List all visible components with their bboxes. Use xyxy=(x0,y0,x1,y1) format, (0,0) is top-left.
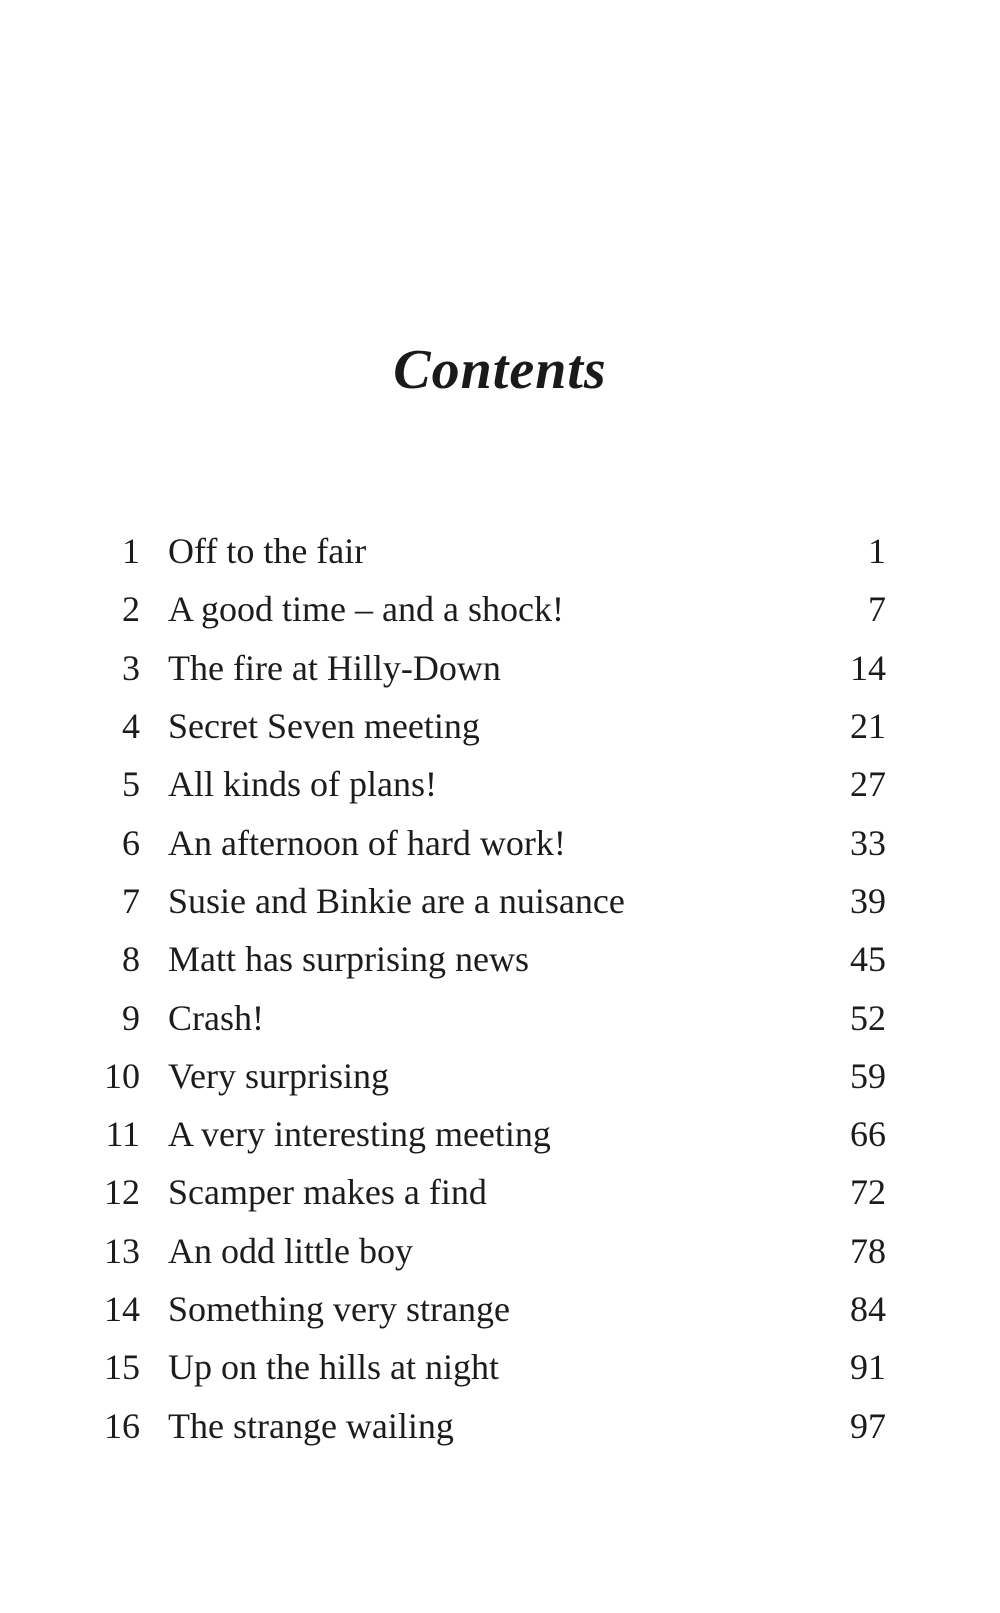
chapter-number: 4 xyxy=(122,706,140,747)
chapter-page: 52 xyxy=(850,997,886,1038)
chapter-page: 45 xyxy=(850,939,886,980)
toc-entry xyxy=(96,930,886,988)
toc-entry xyxy=(96,1396,886,1454)
chapter-number: 15 xyxy=(104,1347,140,1388)
chapter-number: 7 xyxy=(122,880,140,921)
toc-entry xyxy=(96,1163,886,1221)
chapter-page: 1 xyxy=(868,531,886,572)
toc-entry xyxy=(96,1222,886,1280)
chapter-title: Matt has surprising news xyxy=(168,939,529,980)
chapter-title: An odd little boy xyxy=(168,1230,413,1271)
chapter-number: 2 xyxy=(122,589,140,630)
chapter-title: Something very strange xyxy=(168,1289,510,1329)
table-of-contents xyxy=(96,522,886,1455)
chapter-title: Susie and Binkie are a nuisance xyxy=(168,880,625,921)
chapter-number: 13 xyxy=(104,1230,140,1271)
chapter-number: 6 xyxy=(122,822,140,863)
toc-entry xyxy=(96,697,886,755)
chapter-page: 97 xyxy=(850,1405,886,1446)
chapter-page: 72 xyxy=(850,1172,886,1213)
chapter-title: The strange wailing xyxy=(168,1405,454,1446)
chapter-number: 1 xyxy=(122,531,140,572)
toc-entry xyxy=(96,872,886,930)
chapter-number: 9 xyxy=(122,997,140,1038)
toc-entry xyxy=(96,522,886,580)
chapter-number: 12 xyxy=(104,1172,140,1213)
chapter-page: 59 xyxy=(850,1055,886,1096)
chapter-number: 3 xyxy=(122,647,140,688)
chapter-page: 66 xyxy=(850,1114,886,1155)
chapter-page: 39 xyxy=(850,880,886,921)
chapter-page: 21 xyxy=(850,706,886,747)
chapter-page: 7 xyxy=(868,589,886,630)
chapter-title: Up on the hills at night xyxy=(168,1347,499,1388)
chapter-title: The fire at Hilly-Down xyxy=(168,647,501,688)
toc-entry xyxy=(96,1105,886,1163)
toc-entry xyxy=(96,988,886,1046)
toc-entry xyxy=(96,755,886,813)
chapter-page: 33 xyxy=(850,822,886,863)
chapter-title: Very surprising xyxy=(168,1055,389,1096)
chapter-page: 14 xyxy=(850,647,886,688)
chapter-page: 78 xyxy=(850,1230,886,1271)
chapter-title: Secret Seven meeting xyxy=(168,706,480,747)
chapter-title: An afternoon of hard work! xyxy=(168,822,566,863)
chapter-number: 16 xyxy=(104,1405,140,1446)
chapter-page: 91 xyxy=(850,1347,886,1388)
toc-entry xyxy=(96,580,886,638)
toc-entry xyxy=(96,1280,886,1338)
chapter-title: All kinds of plans! xyxy=(168,764,437,805)
chapter-number: 8 xyxy=(122,939,140,980)
chapter-number: 14 xyxy=(104,1289,140,1329)
toc-entry xyxy=(96,813,886,871)
chapter-page: 27 xyxy=(850,764,886,805)
chapter-title: Off to the fair xyxy=(168,531,367,572)
chapter-page: 84 xyxy=(850,1289,886,1329)
chapter-title: Scamper makes a find xyxy=(168,1172,487,1213)
chapter-title: A very interesting meeting xyxy=(168,1114,551,1155)
page-title: Contents xyxy=(393,339,607,401)
toc-entry xyxy=(96,1338,886,1396)
toc-entry xyxy=(96,639,886,697)
chapter-title: Crash! xyxy=(168,997,264,1038)
chapter-title: A good time – and a shock! xyxy=(168,589,564,630)
chapter-number: 11 xyxy=(105,1114,140,1155)
chapter-number: 10 xyxy=(104,1055,140,1096)
chapter-number: 5 xyxy=(122,764,140,805)
toc-entry xyxy=(96,1047,886,1105)
